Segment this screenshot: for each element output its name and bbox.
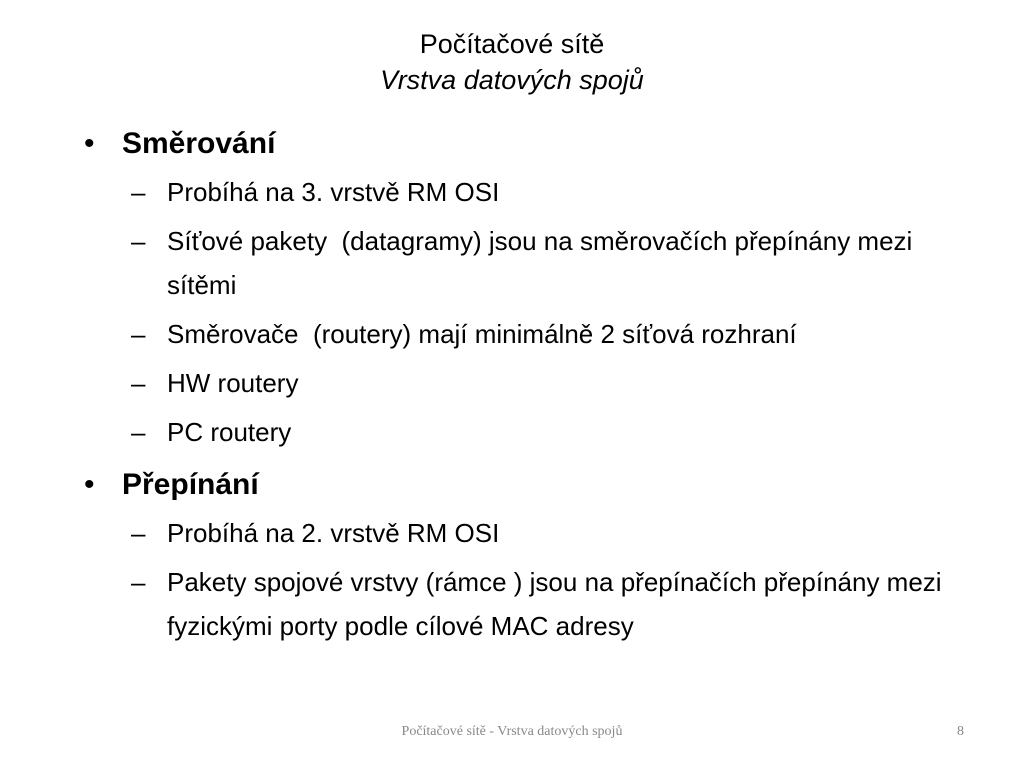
dash-icon: –: [131, 417, 146, 447]
dash-icon: –: [131, 567, 146, 597]
bullet-item-smerovani: [84, 118, 984, 170]
sub-list-smerovani: [131, 170, 984, 454]
bullet-label: Přepínání: [122, 468, 259, 501]
title-line-subtitle: Vrstva datových spojů: [380, 65, 644, 95]
dash-icon: –: [131, 226, 146, 256]
dash-icon: –: [131, 319, 146, 349]
bullet-item-prepinani: [84, 459, 984, 511]
sub-item-text: Probíhá na 2. vrstvě RM OSI: [167, 518, 500, 548]
sub-list-prepinani: [131, 511, 984, 648]
dash-icon: –: [131, 177, 146, 207]
slide-title: [0, 26, 1024, 98]
sub-item-text: Pakety spojové vrstvy (rámce ) jsou na přepínačích přepínány mezi fyzickými porty podle cílové MAC adresy: [167, 567, 949, 641]
sub-item: [131, 410, 984, 454]
content-area: [84, 118, 984, 653]
sub-item: [131, 511, 984, 555]
sub-item: [131, 560, 984, 648]
page-number: 8: [957, 724, 964, 739]
sub-item: [131, 361, 984, 405]
sub-item-text: Probíhá na 3. vrstvě RM OSI: [167, 177, 500, 207]
bullet-label: Směrování: [122, 127, 276, 160]
bullet-icon: •: [84, 127, 95, 160]
footer-text: Počítačové sítě - Vrstva datových spojů: [401, 724, 623, 739]
sub-item: [131, 219, 984, 307]
sub-item: [131, 312, 984, 356]
sub-item: [131, 170, 984, 214]
dash-icon: –: [131, 368, 146, 398]
sub-item-text: HW routery: [167, 368, 299, 398]
bullet-icon: •: [84, 468, 95, 501]
sub-item-text: PC routery: [167, 417, 292, 447]
title-line-main: Počítačové sítě: [419, 29, 605, 59]
sub-item-text: Síťové pakety (datagramy) jsou na směrovačích přepínány mezi sítěmi: [167, 226, 920, 300]
sub-item-text: Směrovače (routery) mají minimálně 2 síťová rozhraní: [167, 319, 797, 349]
dash-icon: –: [131, 518, 146, 548]
